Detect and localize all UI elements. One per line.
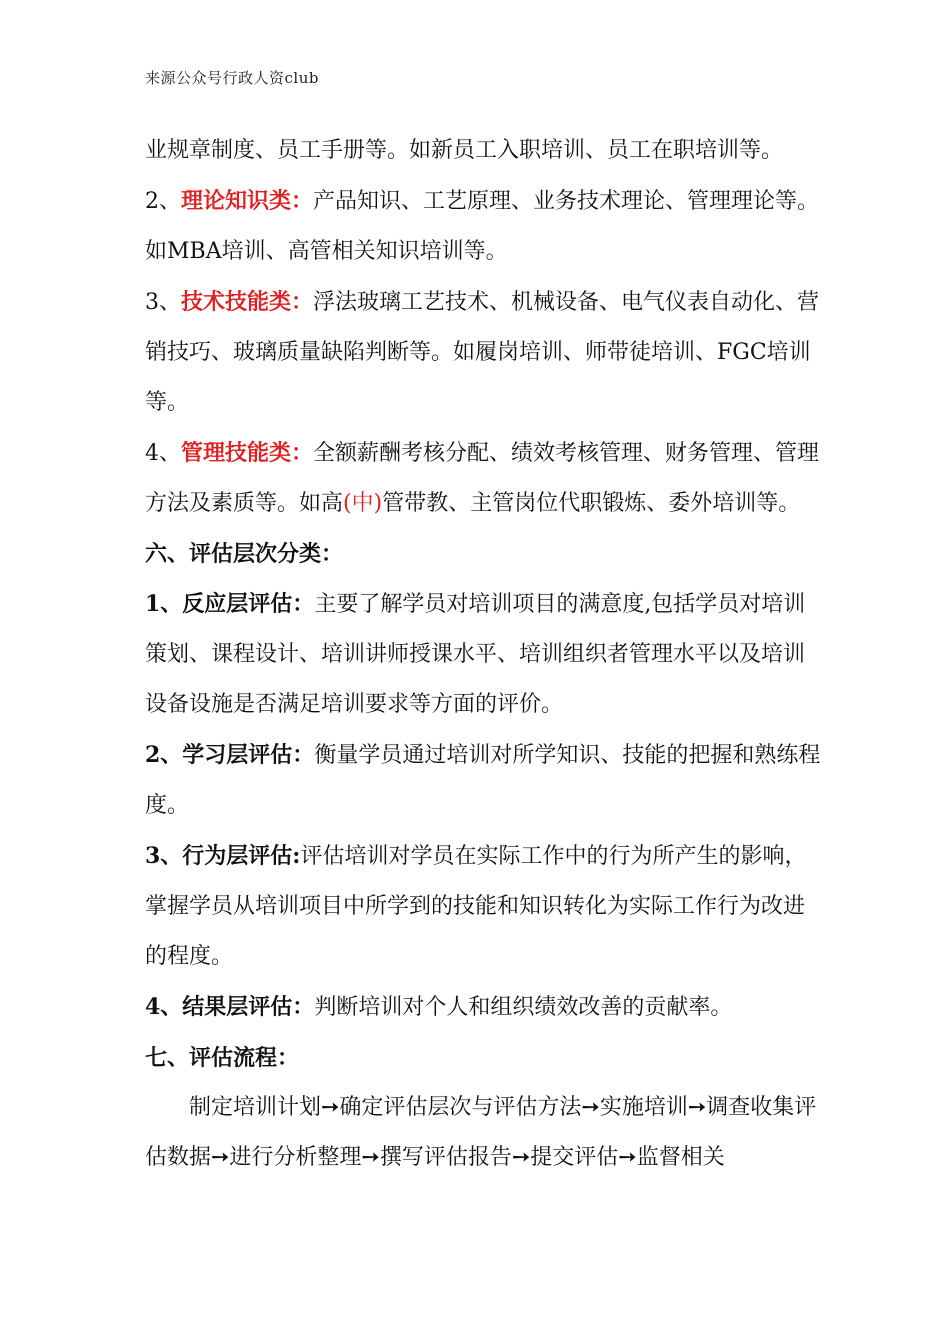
item-number: 3、 [145, 290, 181, 315]
section-6-title: 六、评估层次分类： [145, 541, 344, 567]
item-term-behavior-level: 3、行为层评估: [145, 843, 301, 869]
section-7-title: 七、评估流程： [145, 1045, 300, 1071]
item-highlight-middle: (中) [343, 491, 383, 516]
item-text: 全额薪酬考核分配、绩效考核管理、财务管理、管理方法及素质等。如高 [145, 441, 820, 516]
paragraph-technical-skills [145, 277, 825, 428]
item-term-learning-level: 2、学习层评估： [145, 742, 315, 768]
page-header-source: 来源公众号行政人资club [145, 69, 319, 87]
item-term-reaction-level: 1、反应层评估： [145, 591, 315, 617]
item-text: 衡量学员通过培训对所学知识、技能的把握和熟练程度。 [145, 743, 821, 818]
item-term-result-level: 4、结果层评估： [145, 994, 315, 1020]
item-text: 主要了解学员对培训项目的满意度,包括学员对培训策划、课程设计、培训讲师授课水平、培训组织者管理水平以及培训设备设施是否满足培训要求等方面的评价。 [145, 592, 806, 717]
item-text: 判断培训对个人和组织绩效改善的贡献率。 [314, 995, 733, 1020]
item-term-management-skills: 管理技能类： [181, 440, 314, 466]
item-text: 浮法玻璃工艺技术、机械设备、电气仪表自动化、营销技巧、玻璃质量缺陷判断等。如履岗培训、师带徒培训、FGC培训等。 [145, 290, 820, 415]
paragraph-evaluation-flow: 制定培训计划➙确定评估层次与评估方法➙实施培训➙调查收集评估数据➙进行分析整理➙撰写评估报告➙提交评估➙监督相关 [145, 1095, 817, 1170]
paragraph-reaction-level [145, 579, 825, 730]
item-term-technical-skills: 技术技能类： [181, 289, 314, 315]
paragraph-continuation: 业规章制度、员工手册等。如新员工入职培训、员工在职培训等。 [145, 138, 784, 163]
item-number: 2、 [145, 189, 181, 214]
paragraph-management-skills [145, 428, 825, 529]
paragraph-learning-level [145, 730, 825, 831]
paragraph-behavior-level [145, 831, 825, 982]
item-term-theory-knowledge: 理论知识类： [181, 188, 314, 214]
item-text: 评估培训对学员在实际工作中的行为所产生的影响，掌握学员从培训项目中所学到的技能和知识转化为实际工作行为改进的程度。 [145, 844, 807, 969]
item-text: 产品知识、工艺原理、业务技术理论、管理理论等。如MBA培训、高管相关知识培训等。 [145, 189, 820, 264]
document-body [145, 126, 825, 1183]
item-number: 4、 [145, 441, 181, 466]
item-text: 管带教、主管岗位代职锻炼、委外培训等。 [382, 491, 801, 516]
paragraph-theory-knowledge [145, 176, 825, 277]
paragraph-result-level [145, 982, 825, 1033]
